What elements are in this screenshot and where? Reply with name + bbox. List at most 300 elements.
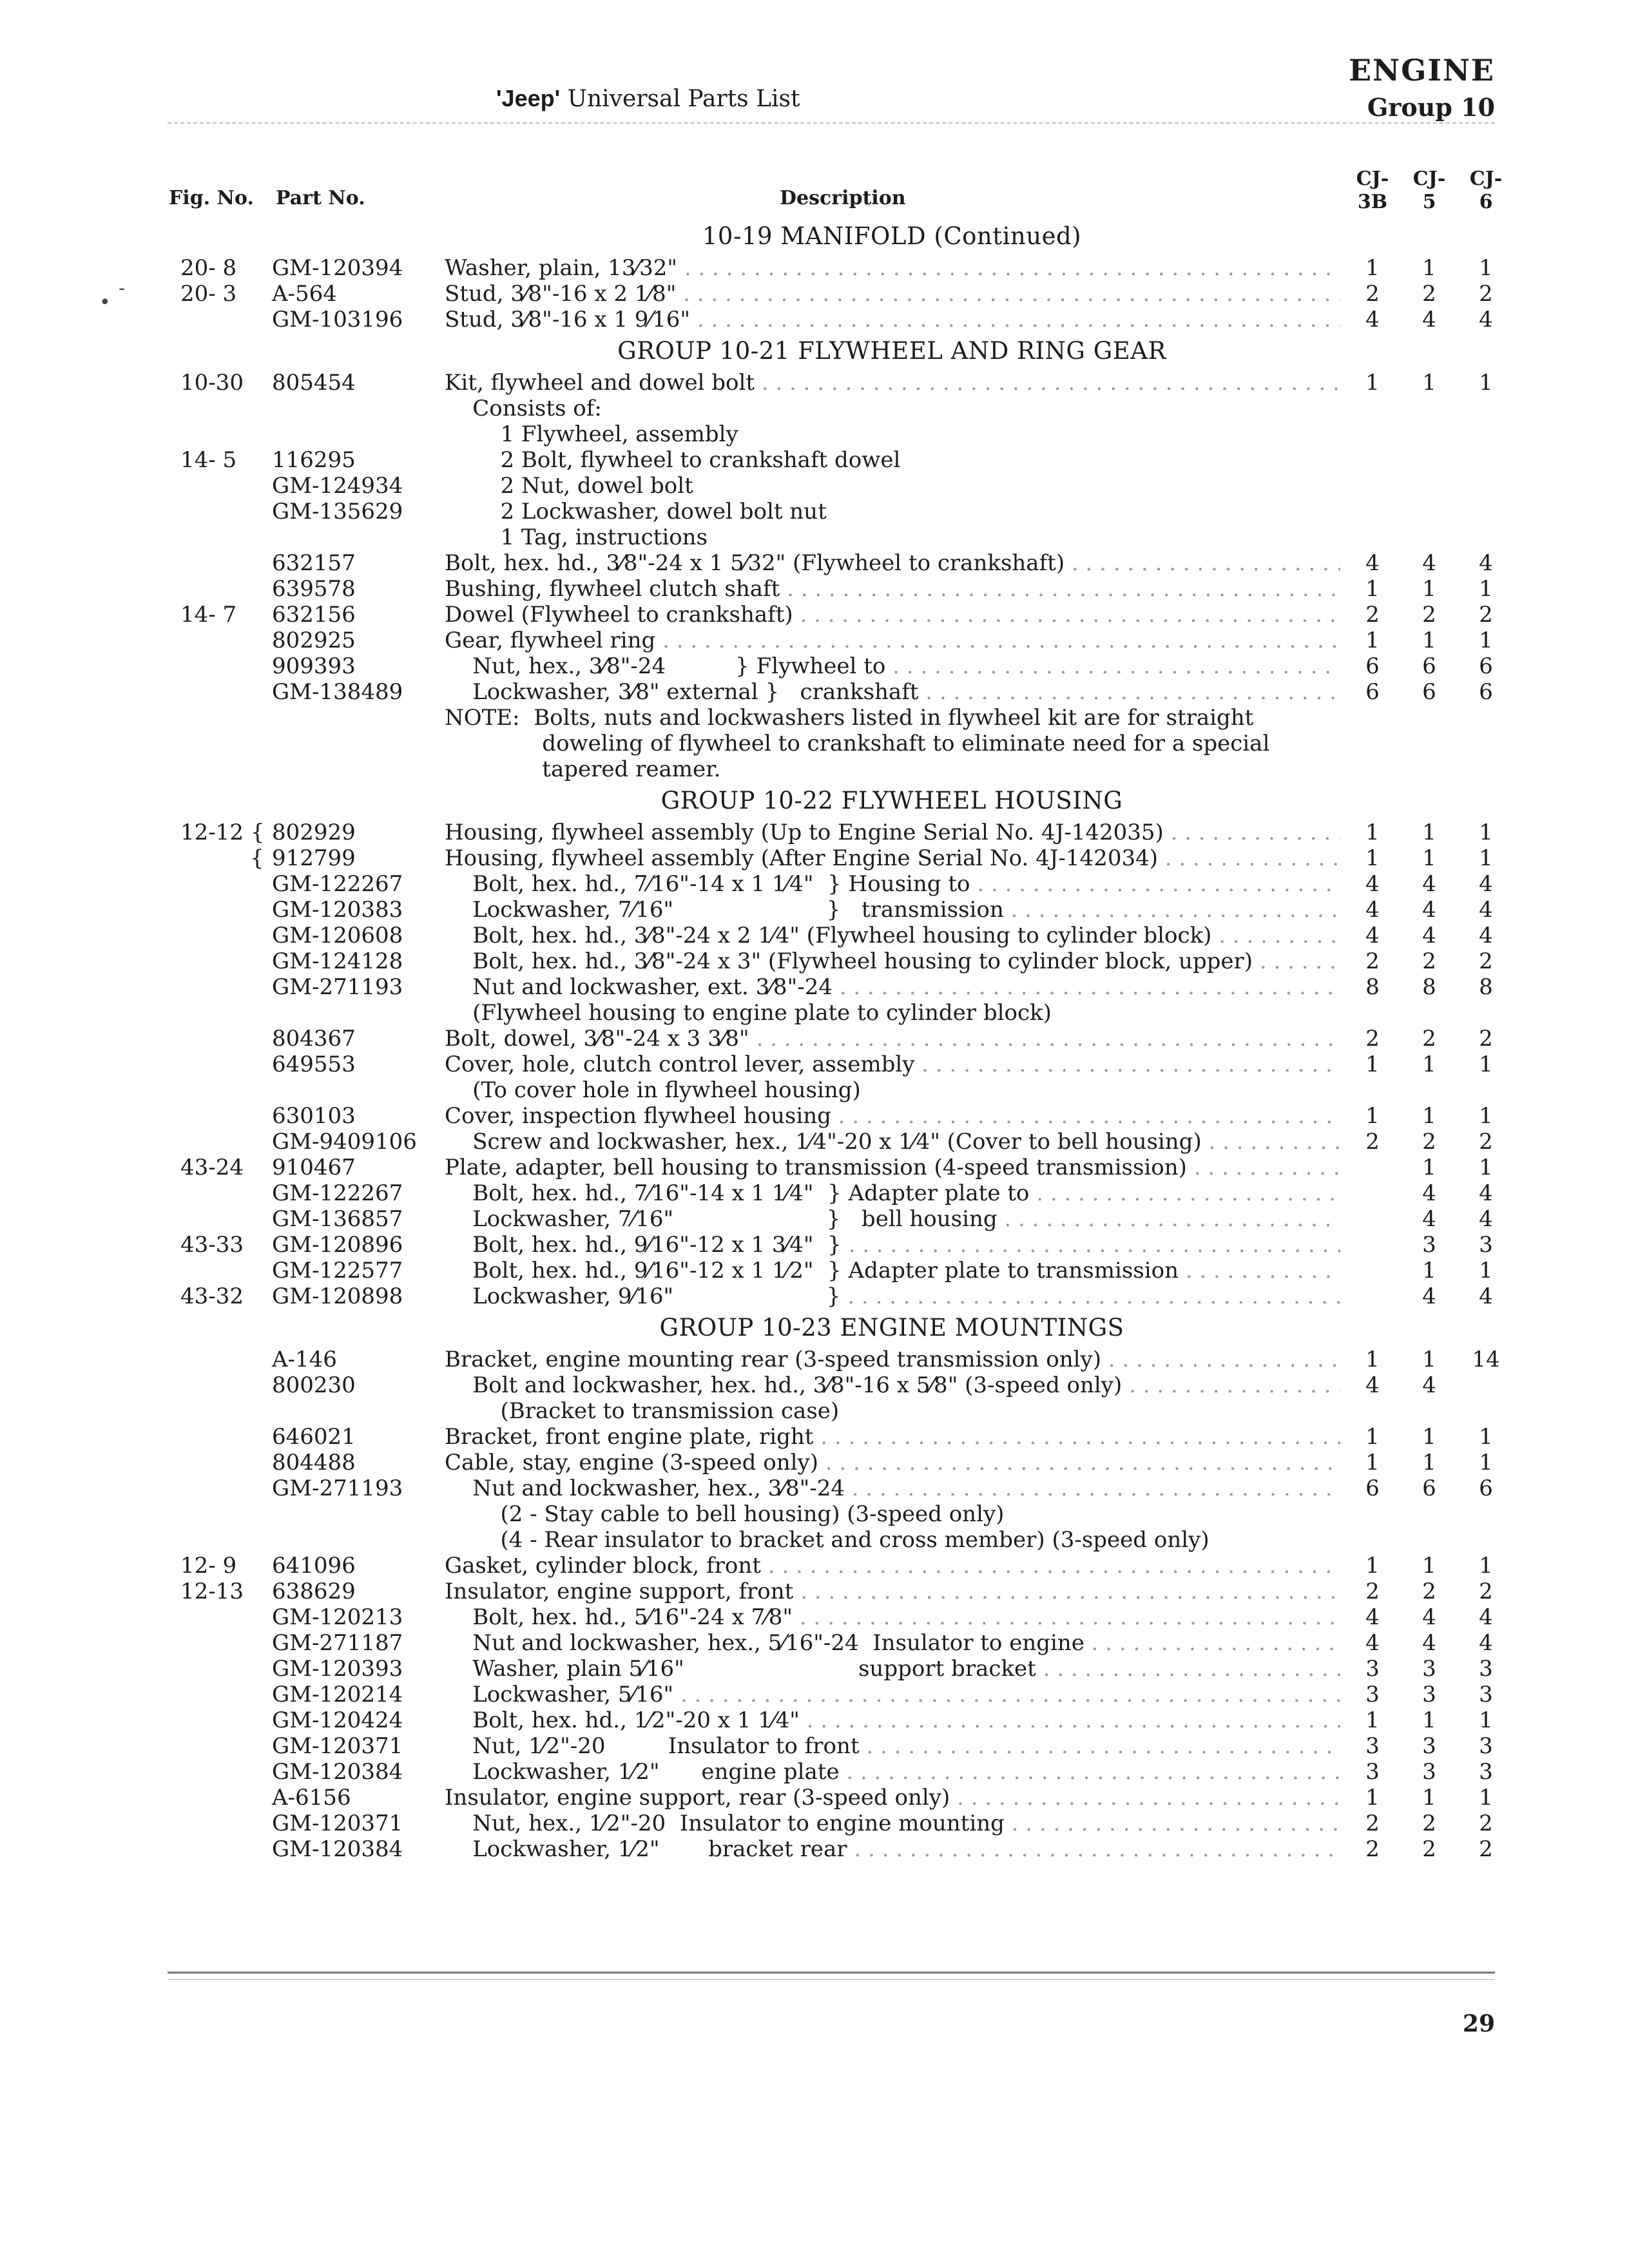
description: 1 Flywheel, assembly xyxy=(445,421,738,447)
qty-cj5: 1 xyxy=(1422,1052,1436,1077)
part-no: 909393 xyxy=(272,653,356,679)
description: Screw and lockwasher, hex., 1⁄4"-20 x 1⁄4" (Cover to bell housing) . . . xyxy=(445,1129,1340,1155)
parts-row xyxy=(0,948,1629,974)
qty-cj5: 1 xyxy=(1422,1347,1436,1372)
description: Gear, flywheel ring . . . xyxy=(445,628,1340,653)
qty-cj5: 3 xyxy=(1422,1232,1436,1258)
qty-cj3b: 4 xyxy=(1365,1630,1380,1656)
qty-cj6: 3 xyxy=(1479,1656,1493,1682)
part-no: GM-9409106 xyxy=(272,1129,417,1155)
group-heading: GROUP 10-22 FLYWHEEL HOUSING xyxy=(660,787,1123,814)
footer-rule xyxy=(168,1972,1495,1974)
description: (Flywheel housing to engine plate to cylinder block) xyxy=(445,1000,1052,1026)
part-no: GM-138489 xyxy=(272,679,403,705)
qty-cj6: 6 xyxy=(1479,653,1493,679)
qty-cj6: 1 xyxy=(1479,1424,1493,1450)
qty-cj5: 1 xyxy=(1422,1450,1436,1475)
qty-cj5: 2 xyxy=(1422,948,1436,974)
parts-row xyxy=(0,1026,1629,1052)
margin-mark: - xyxy=(119,277,126,300)
fig-no: { xyxy=(180,845,264,871)
qty-cj3b: 2 xyxy=(1365,602,1380,628)
description: Bolt, hex. hd., 7⁄16"-14 x 1 1⁄4" } Adapter plate to . . . xyxy=(445,1180,1340,1206)
description: Dowel (Flywheel to crankshaft) . . . xyxy=(445,602,1340,628)
fig-no: 20- 8 xyxy=(180,255,237,281)
description: Cover, inspection flywheel housing . . . xyxy=(445,1103,1340,1129)
qty-cj5: 1 xyxy=(1422,255,1436,281)
qty-cj6: 4 xyxy=(1479,1283,1493,1309)
fig-no-header: Fig. No. xyxy=(169,187,254,209)
group-heading-row xyxy=(0,218,1629,255)
qty-cj6: 4 xyxy=(1479,307,1493,332)
part-no: 632157 xyxy=(272,550,356,576)
part-no: GM-136857 xyxy=(272,1206,403,1232)
part-no: GM-122577 xyxy=(272,1258,403,1283)
qty-cj5: 2 xyxy=(1422,602,1436,628)
qty-cj3b: 1 xyxy=(1365,1052,1380,1077)
fig-no: 12-13 xyxy=(180,1579,244,1604)
qty-cj5: 6 xyxy=(1422,679,1436,705)
qty-cj3b: 1 xyxy=(1365,370,1380,396)
part-no: GM-120384 xyxy=(272,1759,403,1785)
part-no: 116295 xyxy=(272,447,356,473)
part-no: 802925 xyxy=(272,628,356,653)
group-heading-row xyxy=(0,1309,1629,1347)
part-no: GM-271193 xyxy=(272,1475,403,1501)
parts-row xyxy=(0,307,1629,332)
qty-cj6: 1 xyxy=(1479,1785,1493,1811)
qty-cj5: 1 xyxy=(1422,1258,1436,1283)
description: Bolt, hex. hd., 5⁄16"-24 x 7⁄8" . . . xyxy=(445,1604,1340,1630)
qty-cj3b: 1 xyxy=(1365,628,1380,653)
qty-cj6: 4 xyxy=(1479,923,1493,948)
qty-cj5: 4 xyxy=(1422,1180,1436,1206)
qty-cj3b: 2 xyxy=(1365,1579,1380,1604)
part-no: GM-124128 xyxy=(272,948,403,974)
qty-cj3b: 1 xyxy=(1365,255,1380,281)
parts-row xyxy=(0,255,1629,281)
description: Bolt, hex. hd., 7⁄16"-14 x 1 1⁄4" } Housing to . . . xyxy=(445,871,1340,897)
parts-row xyxy=(0,1000,1629,1026)
description: Nut and lockwasher, ext. 3⁄8"-24 . . . xyxy=(445,974,1340,1000)
qty-cj6: 1 xyxy=(1479,1052,1493,1077)
parts-row xyxy=(0,897,1629,923)
qty-cj3b: 4 xyxy=(1365,1604,1380,1630)
description: Bracket, front engine plate, right . . . xyxy=(445,1424,1340,1450)
qty-cj5: 1 xyxy=(1422,628,1436,653)
parts-row xyxy=(0,1450,1629,1475)
qty-cj5: 2 xyxy=(1422,1129,1436,1155)
description: Housing, flywheel assembly (Up to Engine Serial No. 4J-142035) . . . xyxy=(445,820,1340,845)
qty-cj5: 4 xyxy=(1422,1283,1436,1309)
description: Lockwasher, 1⁄2" engine plate . . . xyxy=(445,1759,1340,1785)
group-heading: GROUP 10-21 FLYWHEEL AND RING GEAR xyxy=(617,337,1166,365)
qty-cj3b: 4 xyxy=(1365,550,1380,576)
description: Gasket, cylinder block, front . . . xyxy=(445,1553,1340,1579)
qty-cj6: 4 xyxy=(1479,1604,1493,1630)
qty-cj6: 4 xyxy=(1479,1180,1493,1206)
parts-row xyxy=(0,447,1629,473)
part-no: GM-120384 xyxy=(272,1836,403,1862)
description: Bolt, hex. hd., 3⁄8"-24 x 3" (Flywheel housing to cylinder block, upper) . . . xyxy=(445,948,1340,974)
qty-cj3b: 1 xyxy=(1365,1785,1380,1811)
qty-cj5: 4 xyxy=(1422,897,1436,923)
parts-row xyxy=(0,1604,1629,1630)
qty-cj5: 4 xyxy=(1422,307,1436,332)
description: Bolt, hex. hd., 1⁄2"-20 x 1 1⁄4" . . . xyxy=(445,1707,1340,1733)
description: Bolt, hex. hd., 9⁄16"-12 x 1 1⁄2" } Adapter plate to transmission . . . xyxy=(445,1258,1340,1283)
parts-row xyxy=(0,731,1629,756)
description: Nut and lockwasher, hex., 3⁄8"-24 . . . xyxy=(445,1475,1340,1501)
qty-cj3b: 6 xyxy=(1365,1475,1380,1501)
qty-cj3b: 1 xyxy=(1365,1424,1380,1450)
qty-cj3b: 2 xyxy=(1365,1026,1380,1052)
qty-cj5: 6 xyxy=(1422,653,1436,679)
qty-cj5: 2 xyxy=(1422,1836,1436,1862)
description: (To cover hole in flywheel housing) xyxy=(445,1077,861,1103)
fig-no: 43-32 xyxy=(180,1283,244,1309)
parts-row xyxy=(0,602,1629,628)
parts-row xyxy=(0,1811,1629,1836)
part-no: 630103 xyxy=(272,1103,356,1129)
qty-cj5: 2 xyxy=(1422,1026,1436,1052)
description: Lockwasher, 7⁄16" } bell housing . . . xyxy=(445,1206,1340,1232)
parts-row xyxy=(0,1527,1629,1553)
parts-row xyxy=(0,370,1629,396)
part-no: GM-135629 xyxy=(272,499,403,524)
parts-row xyxy=(0,1180,1629,1206)
part-no: GM-120896 xyxy=(272,1232,403,1258)
part-no: GM-271187 xyxy=(272,1630,403,1656)
description: Insulator, engine support, front . . . xyxy=(445,1579,1340,1604)
part-no: GM-120371 xyxy=(272,1733,403,1759)
parts-row xyxy=(0,1347,1629,1372)
description: Nut, hex., 3⁄8"-24 } Flywheel to . . . xyxy=(445,653,1340,679)
parts-row xyxy=(0,653,1629,679)
cj3b-header: CJ- 3B xyxy=(1356,168,1389,213)
qty-cj5: 1 xyxy=(1422,820,1436,845)
description: (Bracket to transmission case) xyxy=(445,1398,840,1424)
parts-row xyxy=(0,923,1629,948)
parts-row xyxy=(0,1052,1629,1077)
part-no: A-146 xyxy=(272,1347,337,1372)
qty-cj3b: 3 xyxy=(1365,1656,1380,1682)
description: Lockwasher, 7⁄16" } transmission . . . xyxy=(445,897,1340,923)
qty-cj5: 1 xyxy=(1422,1553,1436,1579)
fig-no: 14- 5 xyxy=(180,447,237,473)
description: 2 Bolt, flywheel to crankshaft dowel xyxy=(445,447,901,473)
description: (2 - Stay cable to bell housing) (3-speed only) xyxy=(445,1501,1005,1527)
part-no: GM-103196 xyxy=(272,307,403,332)
parts-row xyxy=(0,1785,1629,1811)
parts-row xyxy=(0,756,1629,782)
parts-row xyxy=(0,473,1629,499)
description: Stud, 3⁄8"-16 x 1 9⁄16" . . . xyxy=(445,307,1340,332)
description: Nut, 1⁄2"-20 Insulator to front . . . xyxy=(445,1733,1340,1759)
fig-no: 12- 9 xyxy=(180,1553,237,1579)
qty-cj5: 6 xyxy=(1422,1475,1436,1501)
cj5-header: CJ- 5 xyxy=(1412,168,1446,213)
description: Bracket, engine mounting rear (3-speed transmission only) . . . xyxy=(445,1347,1340,1372)
parts-row xyxy=(0,1501,1629,1527)
qty-cj3b: 2 xyxy=(1365,1129,1380,1155)
qty-cj5: 4 xyxy=(1422,1630,1436,1656)
part-no: A-564 xyxy=(272,281,337,307)
description: Consists of: xyxy=(445,396,602,421)
qty-cj6: 1 xyxy=(1479,1450,1493,1475)
part-no: GM-120213 xyxy=(272,1604,403,1630)
description: Washer, plain, 13⁄32" . . . xyxy=(445,255,1340,281)
qty-cj6: 1 xyxy=(1479,820,1493,845)
fig-no: 12-12 { xyxy=(180,820,265,845)
qty-cj3b: 6 xyxy=(1365,679,1380,705)
part-no: 805454 xyxy=(272,370,356,396)
header-rule xyxy=(168,122,1495,124)
fig-no: 10-30 xyxy=(180,370,244,396)
description: Bolt, hex. hd., 3⁄8"-24 x 2 1⁄4" (Flywheel housing to cylinder block) . . . xyxy=(445,923,1340,948)
qty-cj5: 3 xyxy=(1422,1733,1436,1759)
parts-row xyxy=(0,1155,1629,1180)
qty-cj6: 6 xyxy=(1479,1475,1493,1501)
description: doweling of flywheel to crankshaft to eliminate need for a special xyxy=(445,731,1270,756)
qty-cj5: 1 xyxy=(1422,845,1436,871)
group-heading: GROUP 10-23 ENGINE MOUNTINGS xyxy=(659,1314,1124,1341)
description: Lockwasher, 5⁄16" . . . xyxy=(445,1682,1340,1707)
parts-row xyxy=(0,1103,1629,1129)
parts-row xyxy=(0,1630,1629,1656)
qty-cj3b: 1 xyxy=(1365,845,1380,871)
qty-cj6: 6 xyxy=(1479,679,1493,705)
qty-cj6: 4 xyxy=(1479,1630,1493,1656)
part-no: 646021 xyxy=(272,1424,356,1450)
qty-cj3b: 3 xyxy=(1365,1759,1380,1785)
qty-cj5: 4 xyxy=(1422,1372,1436,1398)
description: 1 Tag, instructions xyxy=(445,524,708,550)
part-no: 638629 xyxy=(272,1579,356,1604)
qty-cj3b: 2 xyxy=(1365,1811,1380,1836)
group-heading: 10-19 MANIFOLD (Continued) xyxy=(702,222,1082,250)
qty-cj6: 1 xyxy=(1479,1553,1493,1579)
parts-row xyxy=(0,1372,1629,1398)
qty-cj3b: 4 xyxy=(1365,897,1380,923)
qty-cj3b: 3 xyxy=(1365,1733,1380,1759)
qty-cj6: 1 xyxy=(1479,1707,1493,1733)
qty-cj3b: 2 xyxy=(1365,1836,1380,1862)
qty-cj6: 3 xyxy=(1479,1682,1493,1707)
qty-cj3b: 6 xyxy=(1365,653,1380,679)
parts-row xyxy=(0,1579,1629,1604)
parts-row xyxy=(0,705,1629,731)
parts-row xyxy=(0,1707,1629,1733)
part-no: 649553 xyxy=(272,1052,356,1077)
qty-cj6: 1 xyxy=(1479,845,1493,871)
qty-cj5: 1 xyxy=(1422,1707,1436,1733)
qty-cj6: 1 xyxy=(1479,628,1493,653)
part-no: GM-120383 xyxy=(272,897,403,923)
parts-row xyxy=(0,281,1629,307)
qty-cj5: 8 xyxy=(1422,974,1436,1000)
parts-row xyxy=(0,1283,1629,1309)
qty-cj3b: 4 xyxy=(1365,923,1380,948)
qty-cj5: 3 xyxy=(1422,1682,1436,1707)
parts-row xyxy=(0,524,1629,550)
parts-row xyxy=(0,871,1629,897)
qty-cj5: 3 xyxy=(1422,1656,1436,1682)
description: Bolt, hex. hd., 3⁄8"-24 x 1 5⁄32" (Flywheel to crankshaft) . . . xyxy=(445,550,1340,576)
description: Lockwasher, 1⁄2" bracket rear . . . xyxy=(445,1836,1340,1862)
qty-cj5: 4 xyxy=(1422,923,1436,948)
description: Cover, hole, clutch control lever, assembly . . . xyxy=(445,1052,1340,1077)
parts-row xyxy=(0,1836,1629,1862)
part-no: GM-124934 xyxy=(272,473,403,499)
parts-row xyxy=(0,499,1629,524)
part-no: 910467 xyxy=(272,1155,356,1180)
qty-cj6: 1 xyxy=(1479,370,1493,396)
qty-cj6: 1 xyxy=(1479,1258,1493,1283)
section-label xyxy=(1349,53,1495,122)
qty-cj6: 8 xyxy=(1479,974,1493,1000)
part-no: 641096 xyxy=(272,1553,356,1579)
parts-row xyxy=(0,1232,1629,1258)
description: Kit, flywheel and dowel bolt . . . xyxy=(445,370,1340,396)
qty-cj6: 3 xyxy=(1479,1759,1493,1785)
qty-cj6: 4 xyxy=(1479,871,1493,897)
qty-cj3b: 1 xyxy=(1365,576,1380,602)
description: NOTE: Bolts, nuts and lockwashers listed in flywheel kit are for straight xyxy=(445,705,1254,731)
qty-cj3b: 1 xyxy=(1365,1707,1380,1733)
qty-cj6: 2 xyxy=(1479,948,1493,974)
parts-row xyxy=(0,1759,1629,1785)
description: Nut and lockwasher, hex., 5⁄16"-24 Insulator to engine . . . xyxy=(445,1630,1340,1656)
qty-cj3b: 8 xyxy=(1365,974,1380,1000)
part-no: 639578 xyxy=(272,576,356,602)
brand-name: 'Jeep' xyxy=(496,85,561,111)
qty-cj6: 2 xyxy=(1479,602,1493,628)
document-title xyxy=(496,85,800,112)
part-no: GM-120214 xyxy=(272,1682,403,1707)
part-no: GM-120608 xyxy=(272,923,403,948)
parts-row xyxy=(0,1475,1629,1501)
group-heading-row xyxy=(0,332,1629,370)
qty-cj3b: 4 xyxy=(1365,871,1380,897)
qty-cj3b: 1 xyxy=(1365,1103,1380,1129)
qty-cj5: 4 xyxy=(1422,1604,1436,1630)
parts-row xyxy=(0,679,1629,705)
qty-cj5: 1 xyxy=(1422,1155,1436,1180)
description: Plate, adapter, bell housing to transmission (4-speed transmission) . . . xyxy=(445,1155,1340,1180)
part-no: GM-120424 xyxy=(272,1707,403,1733)
fig-no: 43-33 xyxy=(180,1232,244,1258)
qty-cj5: 4 xyxy=(1422,550,1436,576)
fig-no: 20- 3 xyxy=(180,281,237,307)
part-no: 804367 xyxy=(272,1026,356,1052)
qty-cj6: 2 xyxy=(1479,1811,1493,1836)
parts-row xyxy=(0,1129,1629,1155)
qty-cj3b: 4 xyxy=(1365,307,1380,332)
qty-cj6: 2 xyxy=(1479,281,1493,307)
description: tapered reamer. xyxy=(445,756,721,782)
description: Bolt, hex. hd., 9⁄16"-12 x 1 3⁄4" } . . . xyxy=(445,1232,1340,1258)
parts-row xyxy=(0,820,1629,845)
qty-cj5: 1 xyxy=(1422,370,1436,396)
parts-row xyxy=(0,1656,1629,1682)
group-title: Group 10 xyxy=(1367,93,1495,122)
parts-row xyxy=(0,1424,1629,1450)
description: Bolt, dowel, 3⁄8"-24 x 3 3⁄8" . . . xyxy=(445,1026,1340,1052)
qty-cj5: 1 xyxy=(1422,1103,1436,1129)
parts-row xyxy=(0,421,1629,447)
qty-cj5: 2 xyxy=(1422,281,1436,307)
part-no-header: Part No. xyxy=(276,187,365,209)
part-no: GM-271193 xyxy=(272,974,403,1000)
parts-row xyxy=(0,576,1629,602)
part-no: GM-120371 xyxy=(272,1811,403,1836)
group-heading-row xyxy=(0,782,1629,820)
fig-no: 14- 7 xyxy=(180,602,237,628)
parts-row xyxy=(0,628,1629,653)
qty-cj6: 3 xyxy=(1479,1733,1493,1759)
qty-cj6: 2 xyxy=(1479,1579,1493,1604)
part-no: 800230 xyxy=(272,1372,356,1398)
parts-row xyxy=(0,1733,1629,1759)
parts-row xyxy=(0,974,1629,1000)
qty-cj5: 2 xyxy=(1422,1811,1436,1836)
part-no: GM-122267 xyxy=(272,871,403,897)
qty-cj6: 2 xyxy=(1479,1129,1493,1155)
qty-cj5: 4 xyxy=(1422,871,1436,897)
part-no: GM-120898 xyxy=(272,1283,403,1309)
parts-row xyxy=(0,1398,1629,1424)
part-no: A-6156 xyxy=(272,1785,351,1811)
description-header: Description xyxy=(780,187,906,209)
qty-cj6: 14 xyxy=(1472,1347,1500,1372)
parts-row xyxy=(0,550,1629,576)
fig-no: 43-24 xyxy=(180,1155,244,1180)
qty-cj3b: 1 xyxy=(1365,1450,1380,1475)
parts-row xyxy=(0,1077,1629,1103)
footer-rule-thin xyxy=(168,1979,1495,1980)
description: 2 Lockwasher, dowel bolt nut xyxy=(445,499,827,524)
qty-cj6: 1 xyxy=(1479,1103,1493,1129)
description: Lockwasher, 3⁄8" external } crankshaft . . . xyxy=(445,679,1340,705)
qty-cj5: 4 xyxy=(1422,1206,1436,1232)
qty-cj6: 4 xyxy=(1479,550,1493,576)
qty-cj3b: 1 xyxy=(1365,1347,1380,1372)
part-no: 632156 xyxy=(272,602,356,628)
part-no: GM-120393 xyxy=(272,1656,403,1682)
qty-cj6: 4 xyxy=(1479,897,1493,923)
part-no: 912799 xyxy=(272,845,356,871)
description: Stud, 3⁄8"-16 x 2 1⁄8" . . . xyxy=(445,281,1340,307)
part-no: 802929 xyxy=(272,820,356,845)
part-no: GM-120394 xyxy=(272,255,403,281)
cj6-header: CJ- 6 xyxy=(1469,168,1503,213)
qty-cj6: 3 xyxy=(1479,1232,1493,1258)
description: Housing, flywheel assembly (After Engine Serial No. 4J-142034) . . . xyxy=(445,845,1340,871)
parts-row xyxy=(0,1682,1629,1707)
page-number: 29 xyxy=(1462,2010,1495,2037)
description: (4 - Rear insulator to bracket and cross member) (3-speed only) xyxy=(445,1527,1210,1553)
description: Cable, stay, engine (3-speed only) . . . xyxy=(445,1450,1340,1475)
qty-cj5: 1 xyxy=(1422,576,1436,602)
parts-row xyxy=(0,845,1629,871)
parts-row xyxy=(0,1258,1629,1283)
parts-row xyxy=(0,1553,1629,1579)
description: Bushing, flywheel clutch shaft . . . xyxy=(445,576,1340,602)
part-no: 804488 xyxy=(272,1450,356,1475)
qty-cj5: 1 xyxy=(1422,1785,1436,1811)
parts-row xyxy=(0,1206,1629,1232)
